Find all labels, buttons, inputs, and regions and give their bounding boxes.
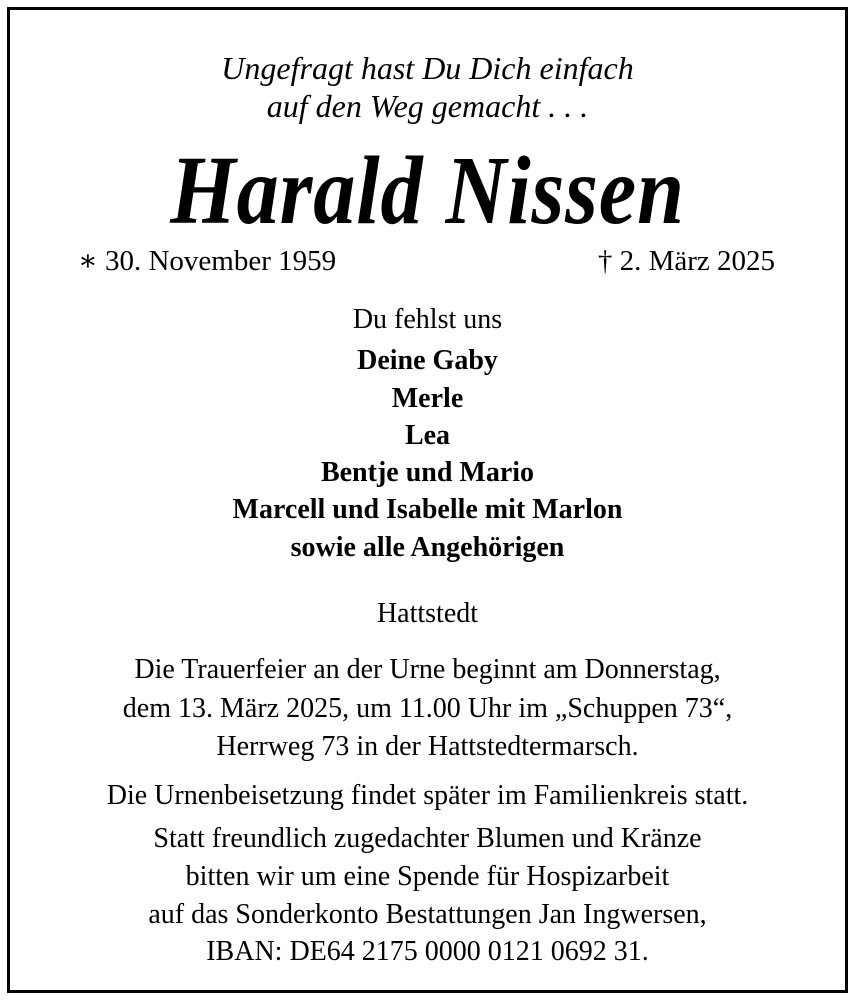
motto-line-2: auf den Weg gemacht . . . [266,88,589,124]
motto-line-1: Ungefragt hast Du Dich einfach [221,50,634,86]
mourner-3: Lea [404,420,451,451]
donation-line-3: auf das Sonderkonto Bestattungen Jan Ingwersen, [148,899,707,930]
ceremony-line-1: Die Trauerfeier an der Urne beginnt am Donnerstag, [134,654,721,685]
donation-line-2: bitten wir um eine Spende für Hospizarbeit [185,861,670,892]
birth-date: ∗ 30. November 1959 [78,245,337,277]
mourner-5: Marcell und Isabelle mit Marlon [232,494,623,525]
burial-text: Die Urnenbeisetzung findet später im Familienkreis statt. [106,780,749,811]
ceremony-line-3: Herrweg 73 in der Hattstedtermarsch. [216,731,639,762]
mourner-1: Deine Gaby [357,345,498,376]
donation-line-4: IBAN: DE64 2175 0000 0121 0692 31. [206,936,649,967]
death-date: † 2. März 2025 [597,245,775,277]
mourner-4: Bentje und Mario [320,457,535,488]
donation-line-1: Statt freundlich zugedachter Blumen und Kränze [153,823,702,854]
mourner-2: Merle [391,383,464,414]
ceremony-line-2: dem 13. März 2025, um 11.00 Uhr im „Schuppen 73“, [122,693,733,724]
mourner-6: sowie alle Angehörigen [290,532,565,563]
deceased-name: Harald Nissen [170,137,685,245]
place-text: Hattstedt [376,598,479,629]
missed-text: Du fehlst uns [352,304,503,335]
